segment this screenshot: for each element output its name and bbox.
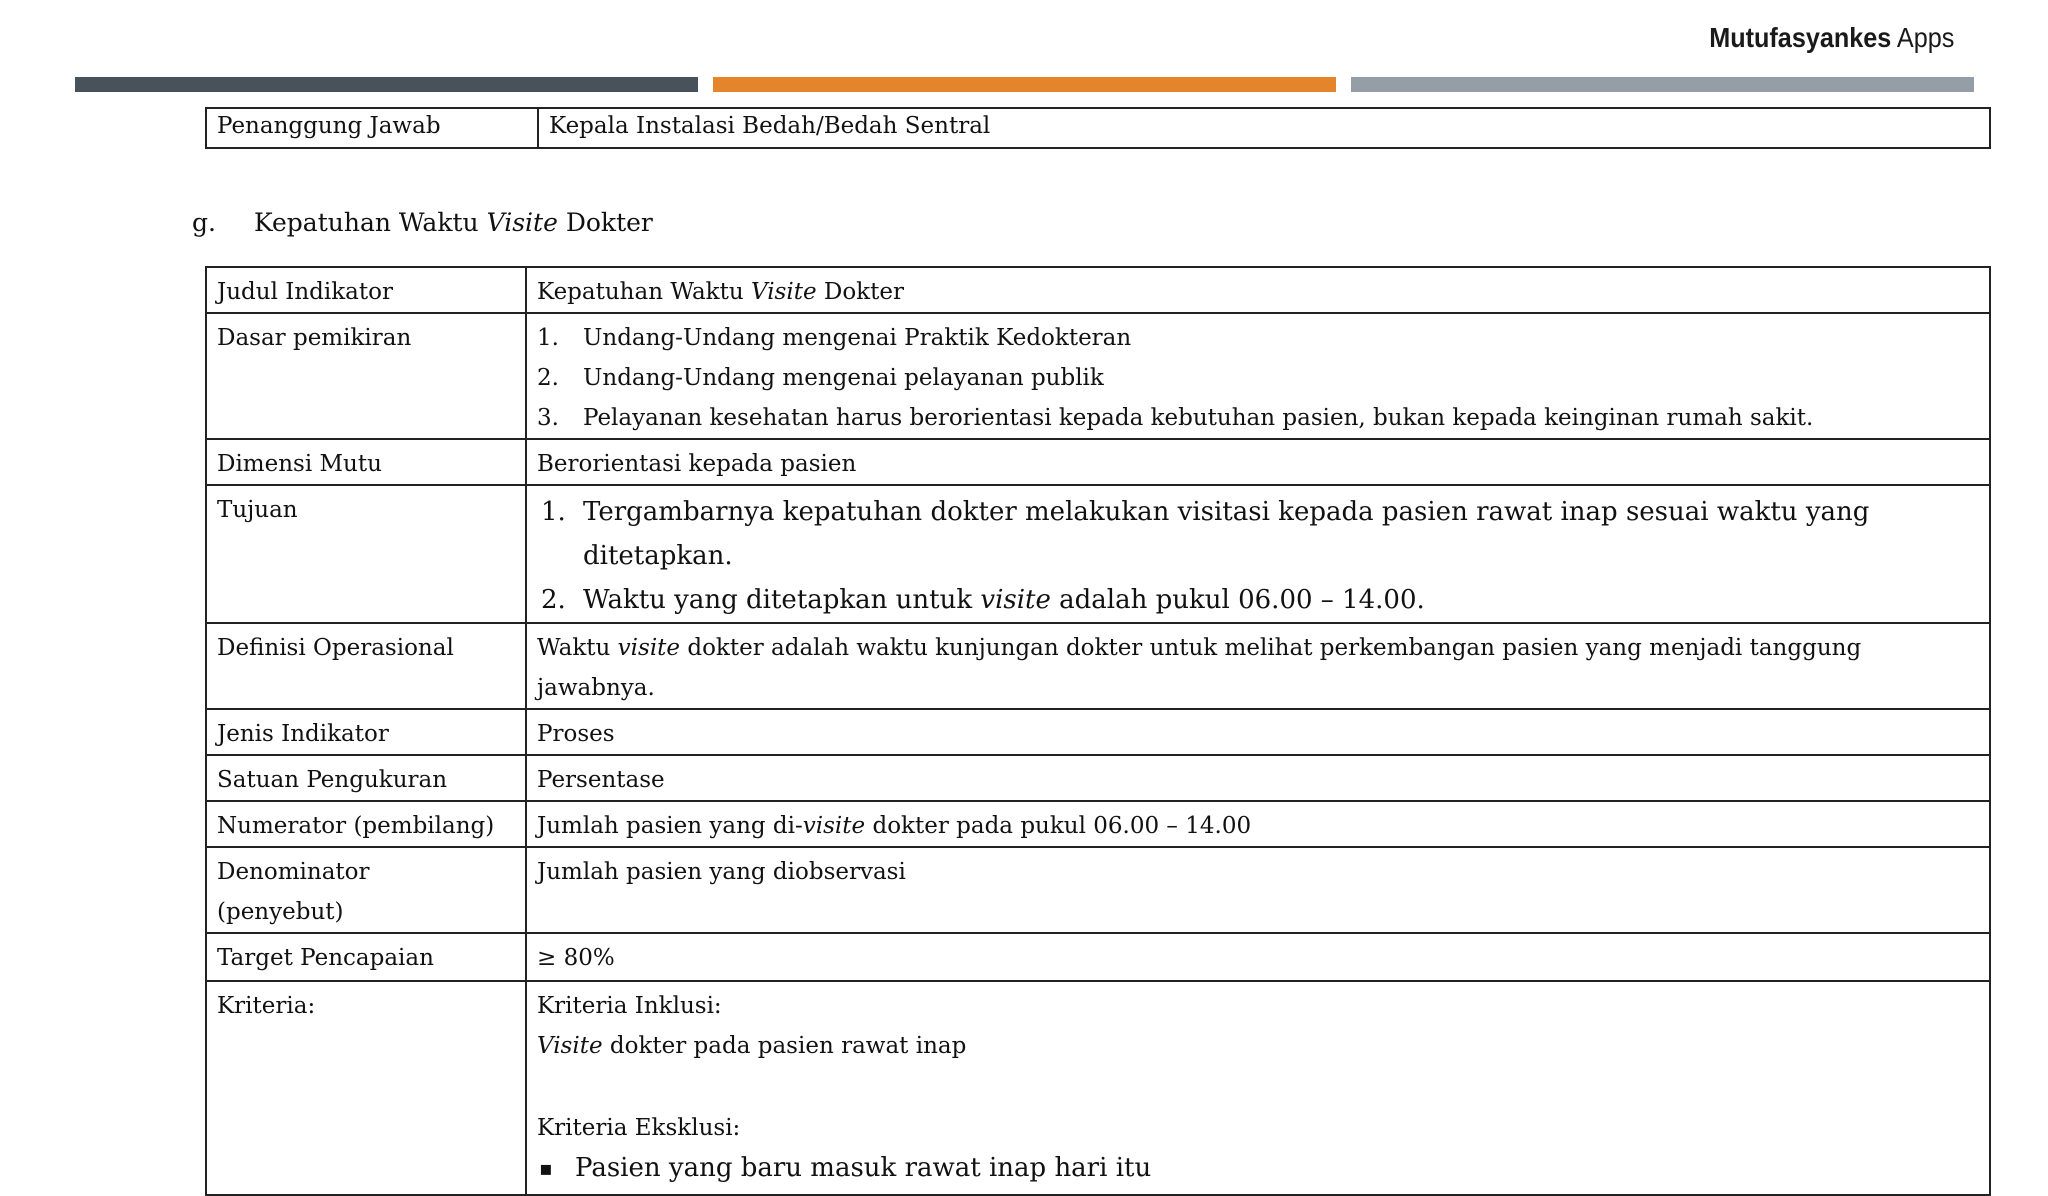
table-row [206,485,1990,623]
table-row [206,933,1990,981]
tujuan-label: Tujuan [206,485,526,623]
list-text: Tergambarnya kepatuhan dokter melakukan visitasi kepada pasien rawat inap sesuai waktu yang ditetapkan. [583,497,1870,571]
jenis-value: Proses [526,709,1990,755]
list-number: 3. [537,405,559,431]
dasar-label: Dasar pemikiran [206,313,526,439]
table-row [206,439,1990,485]
dimensi-value: Berorientasi kepada pasien [526,439,1990,485]
definisi-after: dokter adalah waktu kunjungan dokter untuk melihat perkembangan pasien yang menjadi tanggung jawabnya. [537,635,1862,701]
table-row [206,981,1990,1195]
table-row [206,709,1990,755]
inklusi-title: Kriteria Inklusi: [537,993,722,1019]
judul-label: Judul Indikator [206,267,526,313]
dasar-list [537,318,1979,438]
definisi-label: Definisi Operasional [206,623,526,709]
square-bullet-icon: ▪ [539,1156,553,1180]
table-row [206,847,1990,933]
numerator-before: Jumlah pasien yang di- [537,813,803,839]
judul-value [526,267,1990,313]
list-number: 1. [541,497,566,527]
denominator-label [206,847,526,933]
list-text-after: adalah pukul 06.00 – 14.00. [1050,585,1425,615]
definisi-italic: visite [617,635,681,661]
section-heading [192,208,653,237]
eksklusi-text: Pasien yang baru masuk rawat inap hari itu [575,1153,1152,1183]
list-item [537,398,1979,438]
denominator-label-line2: (penyebut) [217,899,344,925]
table-row [206,801,1990,847]
denominator-value: Jumlah pasien yang diobservasi [526,847,1990,933]
satuan-label: Satuan Pengukuran [206,755,526,801]
indicator-table [205,266,1991,1196]
kriteria-label: Kriteria: [206,981,526,1195]
definisi-value [526,623,1990,709]
responsibility-table [205,107,1991,149]
penanggung-jawab-label: Penanggung Jawab [206,108,538,148]
section-title-after: Dokter [557,208,653,237]
inklusi-after: dokter pada pasien rawat inap [602,1033,967,1059]
inklusi-item [537,1026,1979,1066]
numerator-italic: visite [802,813,866,839]
list-item [537,358,1979,398]
list-number: 2. [537,365,559,391]
eksklusi-title: Kriteria Eksklusi: [537,1115,741,1141]
tujuan-value [526,485,1990,623]
numerator-after: dokter pada pukul 06.00 – 14.00 [865,813,1252,839]
section-title-italic: Visite [486,208,558,237]
inklusi-italic: Visite [537,1033,603,1059]
table-row [206,108,1990,148]
numerator-value [526,801,1990,847]
dasar-value [526,313,1990,439]
table-row [206,755,1990,801]
satuan-value: Persentase [526,755,1990,801]
section-letter: g. [192,208,216,237]
spacer [537,1066,1979,1108]
table-row [206,267,1990,313]
table-row [206,313,1990,439]
kriteria-value [526,981,1990,1195]
jenis-label: Jenis Indikator [206,709,526,755]
target-label: Target Pencapaian [206,933,526,981]
brand-light: Apps [1890,22,1954,53]
section-title-before: Kepatuhan Waktu [254,208,487,237]
list-text: Undang-Undang mengenai Praktik Kedokteran [583,325,1132,351]
header-bar-gray [1351,77,1974,92]
eksklusi-item [537,1148,1979,1188]
list-item [537,578,1979,622]
tujuan-list [537,490,1979,622]
list-text: Pelayanan kesehatan harus berorientasi kepada kebutuhan pasien, bukan kepada keinginan rumah sakit. [583,405,1814,431]
dimensi-label: Dimensi Mutu [206,439,526,485]
judul-italic: Visite [750,279,817,305]
judul-before: Kepatuhan Waktu [537,279,751,305]
list-item [537,490,1979,578]
header-bar-orange [713,77,1336,92]
penanggung-jawab-value: Kepala Instalasi Bedah/Bedah Sentral [538,108,1990,148]
header-bar-dark [75,77,698,92]
list-number: 2. [541,585,566,615]
brand-bold: Mutufasyankes [1708,22,1891,53]
app-brand [1709,22,1954,54]
definisi-before: Waktu [537,635,618,661]
list-text-before: Waktu yang ditetapkan untuk [583,585,981,615]
table-row [206,623,1990,709]
judul-after: Dokter [816,279,904,305]
target-value: ≥ 80% [526,933,1990,981]
list-text-italic: visite [980,585,1051,615]
list-number: 1. [537,325,559,351]
list-text: Undang-Undang mengenai pelayanan publik [583,365,1104,391]
numerator-label: Numerator (pembilang) [206,801,526,847]
denominator-label-line1: Denominator [217,859,370,885]
list-item [537,318,1979,358]
